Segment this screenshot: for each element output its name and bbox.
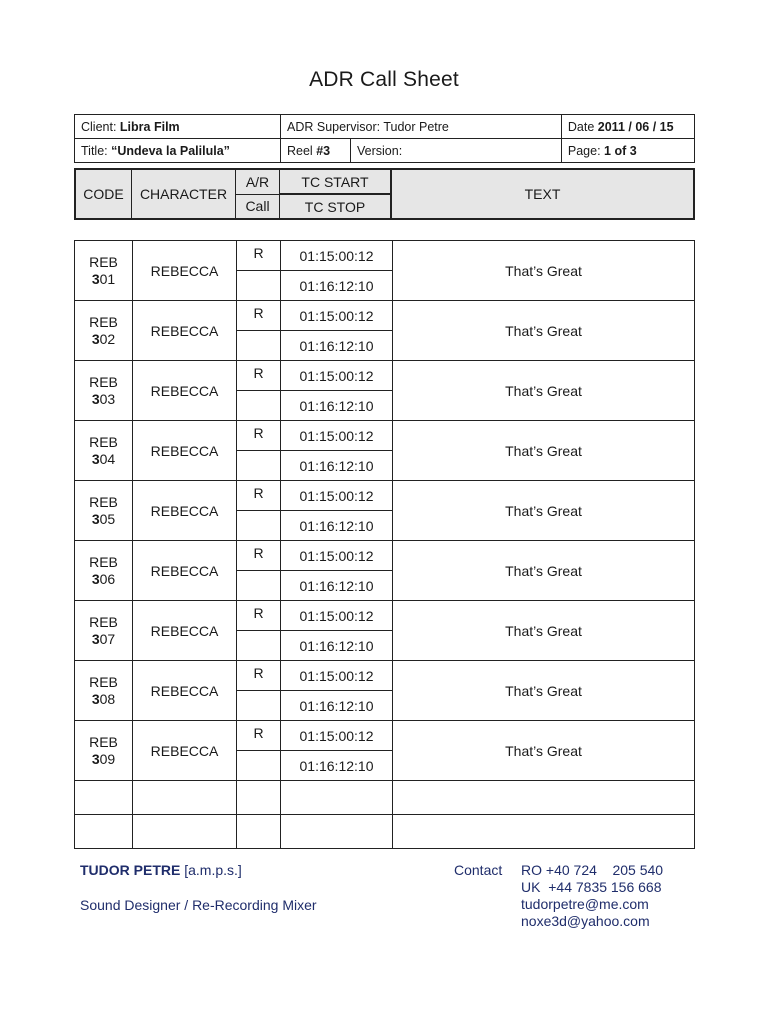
cue-code xyxy=(75,721,133,781)
supervisor-label: ADR Supervisor: xyxy=(287,119,381,134)
cue-row xyxy=(75,421,695,451)
cue-ar: R xyxy=(237,721,281,751)
cue-tc-start: 01:15:00:12 xyxy=(281,661,393,691)
cue-call xyxy=(237,331,281,361)
client-label: Client: xyxy=(81,119,117,134)
cue-code xyxy=(75,301,133,361)
supervisor-cell xyxy=(281,115,562,139)
column-header-bar xyxy=(74,168,695,220)
cue-ar: R xyxy=(237,481,281,511)
cue-code-number xyxy=(75,751,132,768)
cue-table xyxy=(74,240,695,849)
cue-code xyxy=(75,241,133,301)
empty-cell xyxy=(133,781,237,815)
supervisor-value: Tudor Petre xyxy=(383,119,449,134)
page-cell xyxy=(561,139,694,163)
cue-tc-stop: 01:16:12:10 xyxy=(281,571,393,601)
cue-character: REBECCA xyxy=(133,601,237,661)
cue-code-number xyxy=(75,571,132,588)
cue-code-prefix: REB xyxy=(89,313,118,330)
cue-tc-start: 01:15:00:12 xyxy=(281,481,393,511)
cue-character: REBECCA xyxy=(133,661,237,721)
cue-code-prefix: REB xyxy=(89,433,118,450)
cue-tc-stop: 01:16:12:10 xyxy=(281,331,393,361)
title-cell xyxy=(75,139,281,163)
reel-value: #3 xyxy=(316,143,331,158)
cue-code-index: 08 xyxy=(99,690,116,707)
footer-role: Sound Designer / Re-Recording Mixer xyxy=(80,897,317,913)
date-label: Date xyxy=(567,119,595,134)
cue-code-reel: 3 xyxy=(91,270,100,287)
cue-ar: R xyxy=(237,241,281,271)
cue-code xyxy=(75,481,133,541)
cue-code-prefix: REB xyxy=(89,493,118,510)
cue-ar: R xyxy=(237,361,281,391)
cue-ar: R xyxy=(237,601,281,631)
date-cell xyxy=(561,115,694,139)
cue-character: REBECCA xyxy=(133,721,237,781)
cue-text: That’s Great xyxy=(393,601,695,661)
cue-call xyxy=(237,631,281,661)
cue-code-number xyxy=(75,631,132,648)
cue-call xyxy=(237,571,281,601)
header-ar: A/R xyxy=(236,169,280,194)
cue-code xyxy=(75,421,133,481)
cue-character: REBECCA xyxy=(133,421,237,481)
contact-phone-ro: RO +40 724 205 540 xyxy=(521,862,664,878)
cue-code-number xyxy=(75,691,132,708)
header-tc-start: TC START xyxy=(280,169,392,194)
reel-cell xyxy=(281,139,351,163)
cue-tc-stop: 01:16:12:10 xyxy=(281,391,393,421)
cue-tc-stop: 01:16:12:10 xyxy=(281,691,393,721)
cue-text: That’s Great xyxy=(393,301,695,361)
cue-code xyxy=(75,661,133,721)
header-text: TEXT xyxy=(391,169,694,219)
empty-cell xyxy=(133,815,237,849)
cue-row xyxy=(75,241,695,271)
cue-code xyxy=(75,601,133,661)
cue-character: REBECCA xyxy=(133,541,237,601)
cue-tc-stop: 01:16:12:10 xyxy=(281,751,393,781)
cue-call xyxy=(237,691,281,721)
page-title: ADR Call Sheet xyxy=(309,68,459,91)
client-value: Libra Film xyxy=(119,119,180,134)
empty-cell xyxy=(237,815,281,849)
cue-code-number xyxy=(75,451,132,468)
cue-code-index: 07 xyxy=(99,630,116,647)
cue-character: REBECCA xyxy=(133,361,237,421)
cue-character: REBECCA xyxy=(133,241,237,301)
cue-tc-stop: 01:16:12:10 xyxy=(281,451,393,481)
cue-tc-stop: 01:16:12:10 xyxy=(281,271,393,301)
cue-row xyxy=(75,361,695,391)
info-table xyxy=(74,114,695,163)
empty-row xyxy=(75,815,695,849)
cue-code-prefix: REB xyxy=(89,373,118,390)
header-tc-stop: TC STOP xyxy=(280,194,392,219)
cue-call xyxy=(237,271,281,301)
contact-label: Contact xyxy=(454,862,503,878)
cue-tc-stop: 01:16:12:10 xyxy=(281,631,393,661)
cue-character: REBECCA xyxy=(133,481,237,541)
header-code: CODE xyxy=(75,169,132,219)
cue-text: That’s Great xyxy=(393,361,695,421)
version-label: Version: xyxy=(357,143,403,158)
cue-tc-start: 01:15:00:12 xyxy=(281,241,393,271)
header-character: CHARACTER xyxy=(132,169,236,219)
cue-code-prefix: REB xyxy=(89,613,118,630)
footer-name: TUDOR PETRE xyxy=(80,862,181,878)
cue-tc-stop: 01:16:12:10 xyxy=(281,511,393,541)
cue-ar: R xyxy=(237,661,281,691)
cue-ar: R xyxy=(237,301,281,331)
empty-cell xyxy=(75,815,133,849)
cue-code-prefix: REB xyxy=(89,673,118,690)
footer-name-line xyxy=(80,862,242,878)
cue-code-reel: 3 xyxy=(91,450,100,467)
cue-tc-start: 01:15:00:12 xyxy=(281,421,393,451)
cue-text: That’s Great xyxy=(393,241,695,301)
cue-tc-start: 01:15:00:12 xyxy=(281,601,393,631)
empty-row xyxy=(75,781,695,815)
cue-row xyxy=(75,301,695,331)
cue-code-index: 03 xyxy=(99,390,116,407)
cue-code-reel: 3 xyxy=(91,510,100,527)
cue-row xyxy=(75,721,695,751)
cue-code-reel: 3 xyxy=(91,330,100,347)
cue-call xyxy=(237,751,281,781)
cue-text: That’s Great xyxy=(393,661,695,721)
cue-code-reel: 3 xyxy=(91,690,100,707)
cue-row xyxy=(75,481,695,511)
cue-character: REBECCA xyxy=(133,301,237,361)
cue-ar: R xyxy=(237,541,281,571)
cue-code-reel: 3 xyxy=(91,570,100,587)
cue-code-number xyxy=(75,331,132,348)
empty-cell xyxy=(393,815,695,849)
date-value: 2011 / 06 / 15 xyxy=(597,119,674,134)
empty-cell xyxy=(281,815,393,849)
cue-code-reel: 3 xyxy=(91,750,100,767)
header-call: Call xyxy=(236,194,280,219)
cue-text: That’s Great xyxy=(393,421,695,481)
cue-code-number xyxy=(75,271,132,288)
title-value: “Undeva la Palilula” xyxy=(111,143,230,158)
cue-text: That’s Great xyxy=(393,721,695,781)
cue-row xyxy=(75,601,695,631)
reel-label: Reel xyxy=(287,143,313,158)
cue-code-reel: 3 xyxy=(91,390,100,407)
cue-code-index: 05 xyxy=(99,510,116,527)
cue-tc-start: 01:15:00:12 xyxy=(281,361,393,391)
cue-row xyxy=(75,541,695,571)
version-cell xyxy=(351,139,562,163)
cue-tc-start: 01:15:00:12 xyxy=(281,721,393,751)
cue-code-number xyxy=(75,511,132,528)
cue-tc-start: 01:15:00:12 xyxy=(281,541,393,571)
cue-text: That’s Great xyxy=(393,481,695,541)
cue-code-index: 01 xyxy=(99,270,116,287)
cue-code-index: 04 xyxy=(99,450,116,467)
cue-code xyxy=(75,541,133,601)
cue-code-reel: 3 xyxy=(91,630,100,647)
cue-tc-start: 01:15:00:12 xyxy=(281,301,393,331)
contact-email-1: tudorpetre@me.com xyxy=(521,896,649,912)
cue-code-index: 06 xyxy=(99,570,116,587)
cue-call xyxy=(237,451,281,481)
cue-code xyxy=(75,361,133,421)
empty-cell xyxy=(237,781,281,815)
cue-text: That’s Great xyxy=(393,541,695,601)
client-cell xyxy=(75,115,281,139)
footer-affiliation: [a.m.p.s.] xyxy=(184,862,242,878)
cue-code-prefix: REB xyxy=(89,553,118,570)
cue-code-index: 09 xyxy=(99,750,116,767)
contact-phone-uk: UK +44 7835 156 668 xyxy=(521,879,662,895)
cue-code-number xyxy=(75,391,132,408)
contact-lines xyxy=(521,862,663,930)
cue-call xyxy=(237,391,281,421)
page-label: Page: xyxy=(567,143,601,158)
page-value: 1 of 3 xyxy=(604,143,637,158)
empty-cell xyxy=(75,781,133,815)
empty-cell xyxy=(393,781,695,815)
cue-code-prefix: REB xyxy=(89,733,118,750)
contact-email-2: noxe3d@yahoo.com xyxy=(521,913,650,929)
cue-code-index: 02 xyxy=(99,330,116,347)
empty-cell xyxy=(281,781,393,815)
cue-call xyxy=(237,511,281,541)
cue-row xyxy=(75,661,695,691)
cue-code-prefix: REB xyxy=(89,253,118,270)
title-label: Title: xyxy=(81,143,108,158)
cue-ar: R xyxy=(237,421,281,451)
